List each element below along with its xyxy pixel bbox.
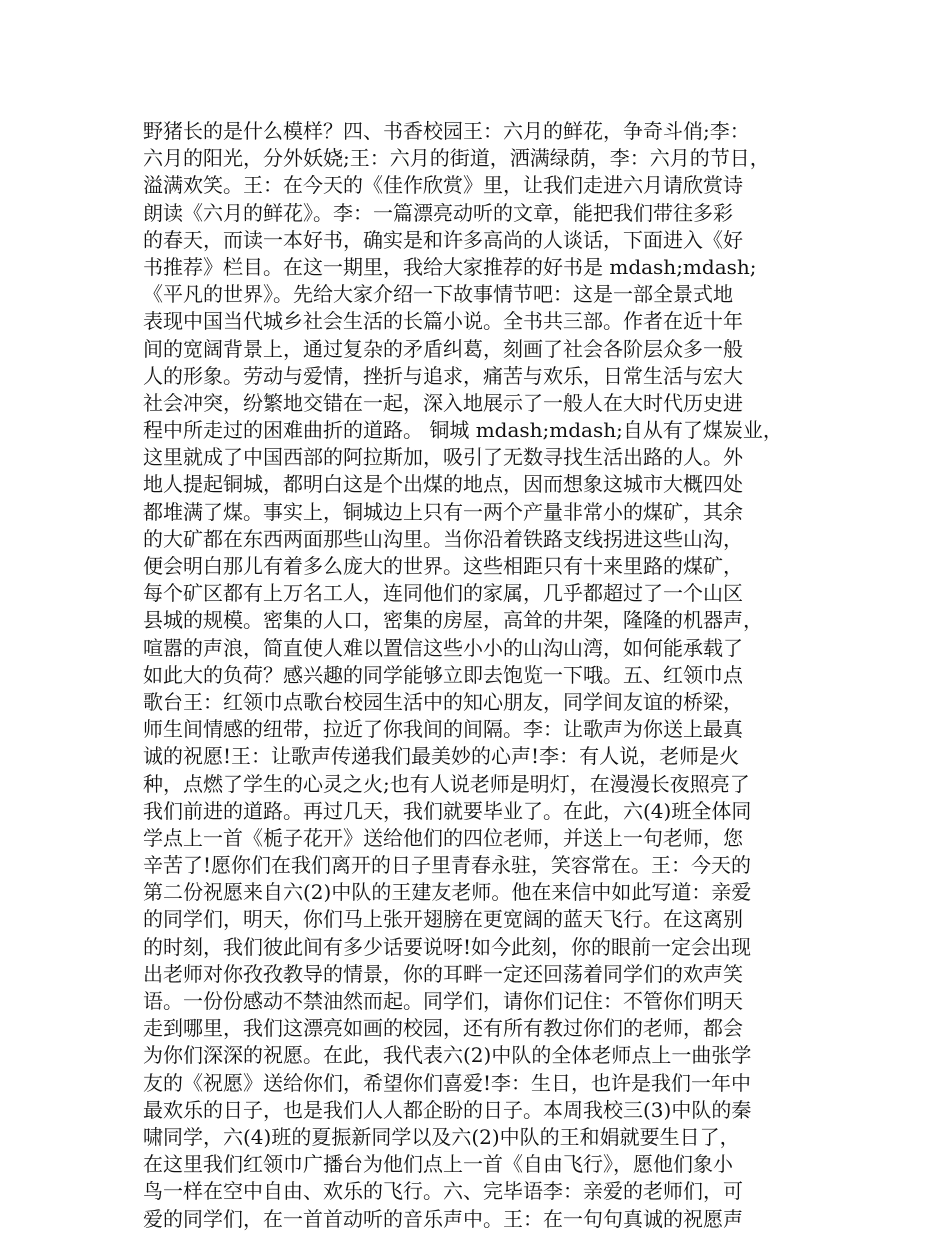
text-line: 地人提起铜城，都明白这是个出煤的地点，因而想象这城市大概四处 bbox=[143, 472, 743, 497]
text-line: 学点上一首《栀子花开》送给他们的四位老师，并送上一句老师，您 bbox=[143, 825, 743, 850]
text-line: 种，点燃了学生的心灵之火;也有人说老师是明灯，在漫漫长夜照亮了 bbox=[143, 771, 750, 796]
text-line: 的大矿都在东西两面那些山沟里。当你沿着铁路支线拐进这些山沟， bbox=[143, 526, 743, 551]
text-line: 的同学们，明天，你们马上张开翅膀在更宽阔的蓝天飞行。在这离别 bbox=[143, 907, 743, 932]
text-line: 的时刻，我们彼此间有多少话要说呀!如今此刻，你的眼前一定会出现 bbox=[143, 934, 752, 959]
text-line: 的春天，而读一本好书，确实是和许多高尚的人谈话，下面进入《好 bbox=[143, 227, 743, 252]
text-line: 走到哪里，我们这漂亮如画的校园，还有所有教过你们的老师，都会 bbox=[143, 1016, 743, 1041]
text-line: 野猪长的是什么模样？四、书香校园王：六月的鲜花，争奇斗俏;李： bbox=[143, 119, 750, 143]
text-line: 表现中国当代城乡社会生活的长篇小说。全书共三部。作者在近十年 bbox=[143, 309, 743, 334]
text-line: 喧嚣的声浪，简直使人难以置信这些小小的山沟山湾，如何能承载了 bbox=[143, 635, 743, 660]
text-line: 我们前进的道路。再过几天，我们就要毕业了。在此，六(4)班全体同 bbox=[143, 798, 752, 823]
text-line: 这里就成了中国西部的阿拉斯加，吸引了无数寻找生活出路的人。外 bbox=[143, 445, 743, 470]
text-line: 出老师对你孜孜教导的情景，你的耳畔一定还回荡着同学们的欢声笑 bbox=[143, 961, 743, 986]
text-line: 都堆满了煤。事实上，铜城边上只有一两个产量非常小的煤矿，其余 bbox=[143, 499, 743, 524]
text-line: 间的宽阔背景上，通过复杂的矛盾纠葛，刻画了社会各阶层众多一般 bbox=[143, 336, 743, 361]
text-line: 六月的阳光，分外妖娆;王：六月的街道，洒满绿荫，李：六月的节日， bbox=[143, 146, 770, 171]
text-line: 最欢乐的日子，也是我们人人都企盼的日子。本周我校三(3)中队的秦 bbox=[143, 1097, 752, 1122]
text-line: 社会冲突，纷繁地交错在一起，深入地展示了一般人在大时代历史进 bbox=[143, 390, 743, 415]
text-line: 友的《祝愿》送给你们，希望你们喜爱!李：生日，也许是我们一年中 bbox=[143, 1070, 752, 1095]
text-line: 《平凡的世界》。先给大家介绍一下故事情节吧：这是一部全景式地 bbox=[143, 282, 733, 307]
text-line: 人的形象。劳动与爱情，挫折与追求，痛苦与欢乐，日常生活与宏大 bbox=[143, 363, 743, 388]
text-line: 朗读《六月的鲜花》。李：一篇漂亮动听的文章，能把我们带往多彩 bbox=[143, 200, 733, 225]
text-line: 师生间情感的纽带，拉近了你我间的间隔。李：让歌声为你送上最真 bbox=[143, 717, 743, 742]
text-line: 在这里我们红领巾广播台为他们点上一首《自由飞行》，愿他们象小 bbox=[143, 1152, 733, 1177]
text-line: 第二份祝愿来自六(2)中队的王建友老师。他在来信中如此写道：亲爱 bbox=[143, 880, 752, 905]
text-line: 程中所走过的困难曲折的道路。 铜城 mdash;mdash;自从有了煤炭业， bbox=[143, 418, 783, 443]
text-line: 歌台王：红领巾点歌台校园生活中的知心朋友，同学间友谊的桥梁， bbox=[143, 689, 743, 714]
body-text bbox=[143, 118, 833, 1233]
text-line: 啸同学，六(4)班的夏振新同学以及六(2)中队的王和娟就要生日了， bbox=[143, 1124, 740, 1149]
text-line: 如此大的负荷？感兴趣的同学能够立即去饱览一下哦。五、红领巾点 bbox=[143, 662, 743, 687]
text-line: 爱的同学们，在一首首动听的音乐声中。王：在一句句真诚的祝愿声 bbox=[143, 1206, 743, 1231]
text-line: 书推荐》栏目。在这一期里，我给大家推荐的好书是 mdash;mdash; bbox=[143, 254, 757, 279]
text-line: 每个矿区都有上万名工人，连同他们的家属，几乎都超过了一个山区 bbox=[143, 581, 743, 606]
text-line: 县城的规模。密集的人口，密集的房屋，高耸的井架，隆隆的机器声， bbox=[143, 608, 763, 633]
text-line: 为你们深深的祝愿。在此，我代表六(2)中队的全体老师点上一曲张学 bbox=[143, 1043, 752, 1068]
text-line: 溢满欢笑。王：在今天的《佳作欣赏》里，让我们走进六月请欣赏诗 bbox=[143, 173, 743, 198]
text-line: 鸟一样在空中自由、欢乐的飞行。六、完毕语李：亲爱的老师们，可 bbox=[143, 1179, 743, 1204]
text-line: 诚的祝愿!王：让歌声传递我们最美妙的心声!李：有人说，老师是火 bbox=[143, 744, 740, 769]
text-line: 语。一份份感动不禁油然而起。同学们，请你们记住：不管你们明天 bbox=[143, 989, 743, 1013]
text-line: 便会明白那儿有着多么庞大的世界。这些相距只有十来里路的煤矿， bbox=[143, 554, 743, 578]
text-line: 辛苦了!愿你们在我们离开的日子里青春永驻，笑容常在。王：今天的 bbox=[143, 853, 752, 878]
